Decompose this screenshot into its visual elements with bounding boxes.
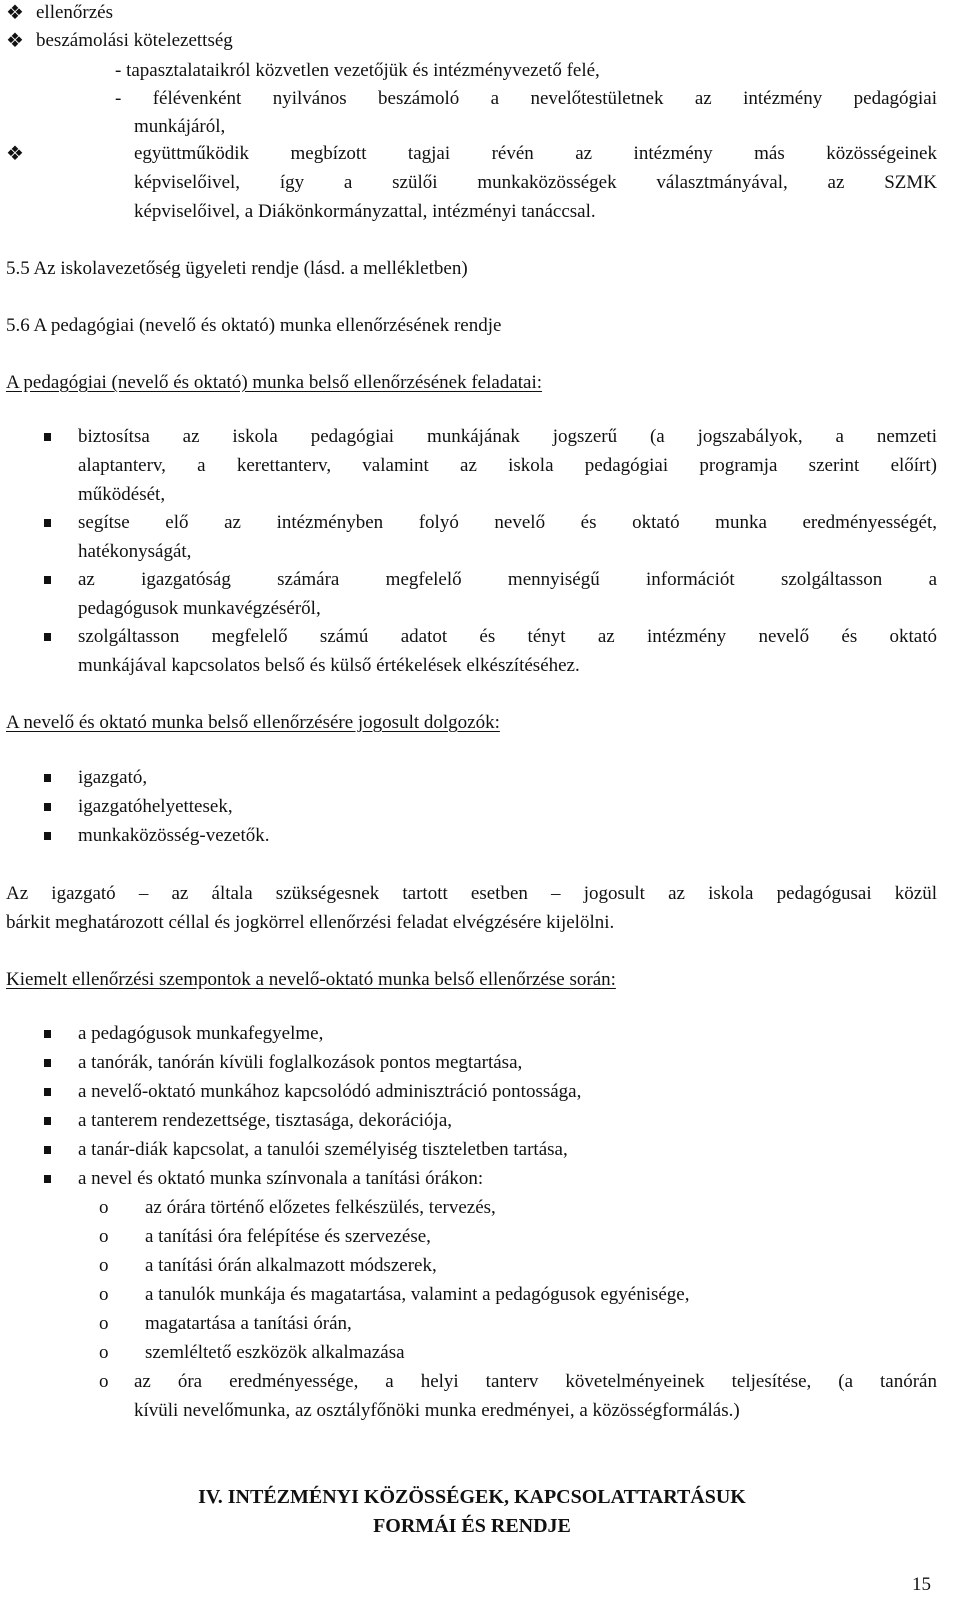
circle-bullet-icon: o	[99, 1284, 109, 1305]
square-bullet-icon	[44, 519, 51, 527]
circle-bullet-icon: o	[99, 1371, 109, 1392]
tasks-heading: A pedagógiai (nevelő és oktató) munka belső ellenőrzésének feladatai:	[6, 372, 543, 393]
square-bullet-icon	[44, 803, 51, 811]
square-bullet-icon	[44, 832, 51, 840]
aspect-item: a nevel és oktató munka színvonala a tanítási órákon:	[78, 1168, 484, 1189]
body-paragraph-cont: bárkit meghatározott céllal és jogkörrel ellenőrzési feladat elvégzésére kijelölni.	[6, 912, 615, 933]
task-item-cont: alaptanterv, a kerettanterv, valamint az iskola pedagógiai programja szerint előírt)	[78, 455, 937, 476]
circle-bullet-icon: o	[99, 1313, 109, 1334]
aspect-subitem: az órára történő előzetes felkészülés, tervezés,	[145, 1197, 496, 1218]
task-item: segítse elő az intézményben folyó nevelő és oktató munka eredményességét,	[78, 512, 937, 533]
square-bullet-icon	[44, 1030, 51, 1038]
chapter-heading: IV. INTÉZMÉNYI KÖZÖSSÉGEK, KAPCSOLATTARTÁSUK	[198, 1486, 746, 1508]
section-heading-5-5: 5.5 Az iskolavezetőség ügyeleti rendje (lásd. a mellékletben)	[6, 258, 468, 279]
diamond-bullet-icon: ❖	[6, 2, 24, 24]
circle-bullet-icon: o	[99, 1226, 109, 1247]
body-paragraph: Az igazgató – az általa szükségesnek tartott esetben – jogosult az iskola pedagógusai közül	[6, 883, 937, 904]
square-bullet-icon	[44, 774, 51, 782]
list-item-cont: képviselőivel, így a szülői munkaközösségek választmányával, az SZMK	[134, 172, 937, 193]
list-item: ellenőrzés	[36, 2, 114, 23]
aspect-subitem: a tanítási óra felépítése és szervezése,	[145, 1226, 431, 1247]
section-heading-5-6: 5.6 A pedagógiai (nevelő és oktató) munka ellenőrzésének rendje	[6, 315, 502, 336]
aspect-item: a pedagógusok munkafegyelme,	[78, 1023, 324, 1044]
aspect-item: a nevelő-oktató munkához kapcsolódó adminisztráció pontossága,	[78, 1081, 582, 1102]
diamond-bullet-icon: ❖	[6, 30, 24, 52]
square-bullet-icon	[44, 1088, 51, 1096]
aspect-subitem: a tanítási órán alkalmazott módszerek,	[145, 1255, 437, 1276]
diamond-bullet-icon: ❖	[6, 143, 24, 165]
aspects-heading: Kiemelt ellenőrzési szempontok a nevelő-oktató munka belső ellenőrzése során:	[6, 969, 616, 990]
sub-item-cont: munkájáról,	[134, 116, 226, 137]
aspect-item: a tanár-diák kapcsolat, a tanulói személyiség tiszteletben tartása,	[78, 1139, 568, 1160]
aspect-subitem-cont: kívüli nevelőmunka, az osztályfőnöki munka eredményei, a közösségformálás.)	[134, 1400, 740, 1421]
sub-item: - félévenként nyilvános beszámoló a nevelőtestületnek az intézmény pedagógiai	[115, 88, 937, 109]
square-bullet-icon	[44, 576, 51, 584]
square-bullet-icon	[44, 1059, 51, 1067]
aspect-item: a tanterem rendezettsége, tisztasága, dekorációja,	[78, 1110, 452, 1131]
circle-bullet-icon: o	[99, 1255, 109, 1276]
task-item: szolgáltasson megfelelő számú adatot és tényt az intézmény nevelő és oktató	[78, 626, 937, 647]
aspect-subitem: szemléltető eszközök alkalmazása	[145, 1342, 405, 1363]
aspect-item: a tanórák, tanórán kívüli foglalkozások pontos megtartása,	[78, 1052, 523, 1073]
aspect-subitem: a tanulók munkája és magatartása, valamint a pedagógusok egyénisége,	[145, 1284, 690, 1305]
circle-bullet-icon: o	[99, 1197, 109, 1218]
task-item-cont: működését,	[78, 484, 166, 505]
list-item: együttműködik megbízott tagjai révén az intézmény más közösségeinek	[134, 143, 937, 164]
aspect-subitem: magatartása a tanítási órán,	[145, 1313, 352, 1334]
authorized-item: igazgató,	[78, 767, 148, 788]
task-item: az igazgatóság számára megfelelő mennyiségű információt szolgáltasson a	[78, 569, 937, 590]
square-bullet-icon	[44, 1175, 51, 1183]
authorized-item: igazgatóhelyettesek,	[78, 796, 233, 817]
aspect-subitem: az óra eredményessége, a helyi tanterv követelményeinek teljesítése, (a tanórán	[134, 1371, 937, 1392]
sub-item: - tapasztalataikról közvetlen vezetőjük és intézményvezető felé,	[115, 60, 600, 81]
authorized-heading: A nevelő és oktató munka belső ellenőrzésére jogosult dolgozók:	[6, 712, 500, 733]
square-bullet-icon	[44, 633, 51, 641]
task-item-cont: hatékonyságát,	[78, 541, 192, 562]
list-item-cont: képviselőivel, a Diákönkormányzattal, intézményi tanáccsal.	[134, 201, 596, 222]
task-item-cont: munkájával kapcsolatos belső és külső értékelések elkészítéséhez.	[78, 655, 580, 676]
page-number: 15	[912, 1574, 931, 1595]
task-item: biztosítsa az iskola pedagógiai munkájának jogszerű (a jogszabályok, a nemzeti	[78, 426, 937, 447]
task-item-cont: pedagógusok munkavégzéséről,	[78, 598, 321, 619]
chapter-heading-cont: FORMÁI ÉS RENDJE	[373, 1515, 571, 1537]
square-bullet-icon	[44, 1146, 51, 1154]
authorized-item: munkaközösség-vezetők.	[78, 825, 270, 846]
square-bullet-icon	[44, 433, 51, 441]
circle-bullet-icon: o	[99, 1342, 109, 1363]
list-item: beszámolási kötelezettség	[36, 30, 233, 51]
square-bullet-icon	[44, 1117, 51, 1125]
